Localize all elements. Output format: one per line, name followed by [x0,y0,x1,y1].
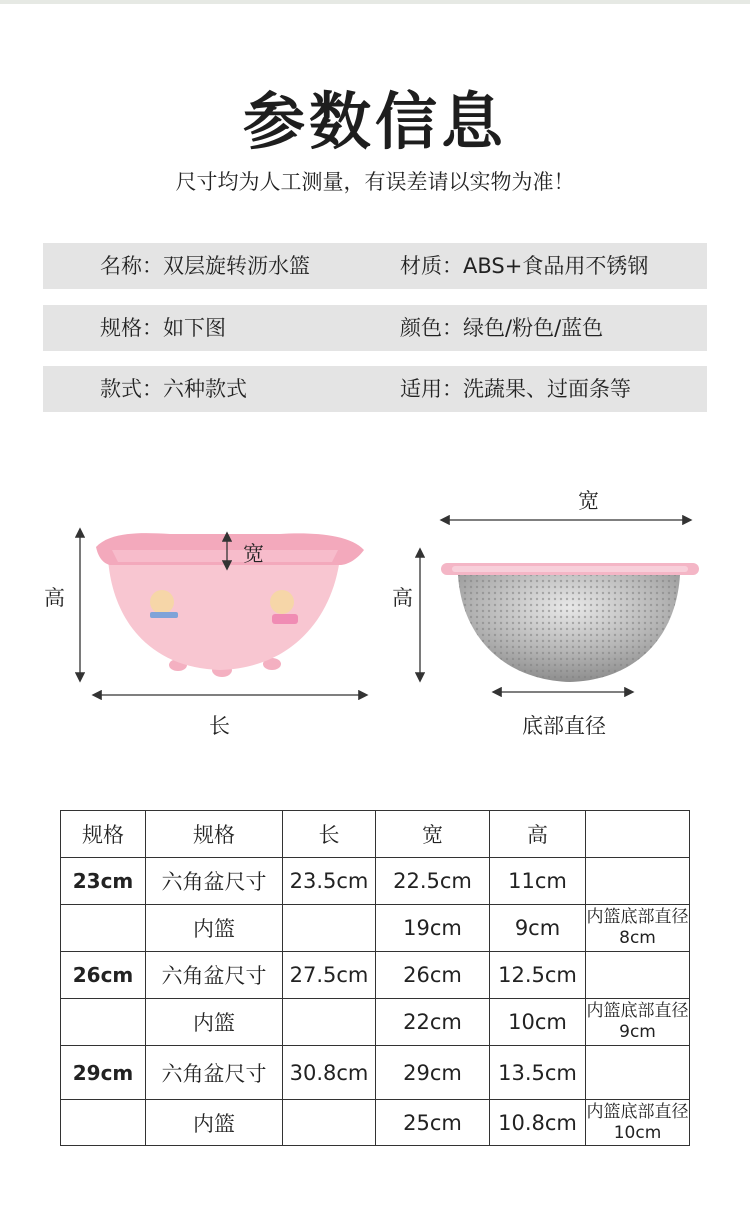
info-row [43,305,707,351]
size-cell: 29cm [61,1046,146,1100]
length-cell [283,1100,376,1146]
width-cell: 25cm [376,1100,490,1146]
table-row [61,905,690,952]
note-cell: 内篮底部直径8cm [586,905,690,952]
size-cell [61,905,146,952]
right-width-label: 宽 [578,489,599,513]
type-cell: 内篮 [146,1100,283,1146]
header-cell: 规格 [146,811,283,858]
dimension-diagram [0,470,750,750]
page-title: 参数信息 [242,85,507,158]
pink-basin-image [96,533,364,677]
type-cell: 六角盆尺寸 [146,1046,283,1100]
type-cell: 内篮 [146,999,283,1046]
info-usage: 适用：洗蔬果、过面条等 [400,377,631,401]
width-cell: 26cm [376,952,490,999]
header-cell: 宽 [376,811,490,858]
right-bottom-label: 底部直径 [522,714,606,738]
info-material: 材质：ABS+食品用不锈钢 [400,254,649,278]
width-cell: 19cm [376,905,490,952]
table-row [61,858,690,905]
height-cell: 11cm [490,858,586,905]
info-color: 颜色：绿色/粉色/蓝色 [400,316,604,340]
note-cell: 内篮底部直径9cm [586,999,690,1046]
width-cell: 22.5cm [376,858,490,905]
note-cell [586,1046,690,1100]
top-divider [0,0,750,4]
table-row [61,999,690,1046]
left-width-label: 宽 [243,542,264,566]
note-cell [586,952,690,999]
height-cell: 12.5cm [490,952,586,999]
type-cell: 内篮 [146,905,283,952]
info-row [43,243,707,289]
length-cell [283,905,376,952]
info-style: 款式：六种款式 [100,377,247,401]
type-cell: 六角盆尺寸 [146,952,283,999]
right-height-label: 高 [392,586,413,610]
type-cell: 六角盆尺寸 [146,858,283,905]
width-cell: 22cm [376,999,490,1046]
table-header-row [61,811,690,858]
length-cell [283,999,376,1046]
size-cell: 23cm [61,858,146,905]
note-cell: 内篮底部直径10cm [586,1100,690,1146]
note-cell [586,858,690,905]
left-height-label: 高 [44,586,65,610]
header-cell: 高 [490,811,586,858]
table-row [61,952,690,999]
table-row [61,1100,690,1146]
header-cell [586,811,690,858]
header-cell: 长 [283,811,376,858]
length-cell: 27.5cm [283,952,376,999]
length-cell: 23.5cm [283,858,376,905]
info-name: 名称：双层旋转沥水篮 [100,254,310,278]
info-row [43,366,707,412]
size-cell [61,1100,146,1146]
info-spec: 规格：如下图 [100,316,226,340]
left-length-label: 长 [209,714,230,738]
page-subtitle: 尺寸均为人工测量，有误差请以实物为准！ [175,170,575,194]
height-cell: 10.8cm [490,1100,586,1146]
table-row [61,1046,690,1100]
spec-table [60,810,690,1146]
header-cell: 规格 [61,811,146,858]
size-cell [61,999,146,1046]
size-cell: 26cm [61,952,146,999]
height-cell: 13.5cm [490,1046,586,1100]
width-cell: 29cm [376,1046,490,1100]
length-cell: 30.8cm [283,1046,376,1100]
steel-basket-image [441,563,699,682]
height-cell: 10cm [490,999,586,1046]
height-cell: 9cm [490,905,586,952]
